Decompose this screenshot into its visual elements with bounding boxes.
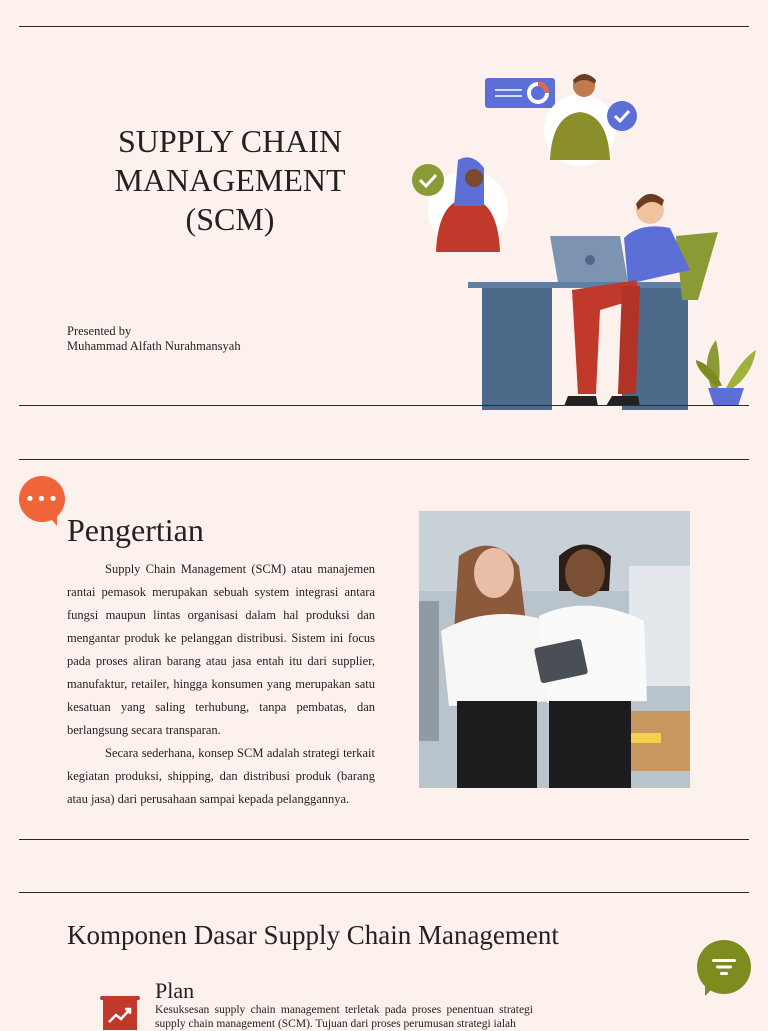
title-line-2: MANAGEMENT <box>114 162 346 198</box>
photo-two-women-tablet <box>419 511 690 788</box>
presenter-block <box>67 324 241 354</box>
title-line-3: (SCM) <box>185 201 275 237</box>
hero-illustration <box>400 60 760 410</box>
chat-bubble-icon: ••• <box>24 488 60 510</box>
presenter-name: Muhammad Alfath Nurahmansyah <box>67 339 241 353</box>
slide1-bottom-rule <box>19 405 749 406</box>
plan-text: Kesuksesan supply chain management terletak pada proses penentuan strategi supply chain management (SCM). Tujuan dari proses perumusan strategi ialah <box>155 1004 533 1030</box>
section-title-komponen: Komponen Dasar Supply Chain Management <box>67 920 559 950</box>
title-line-1: SUPPLY CHAIN <box>117 123 343 159</box>
pengertian-text <box>67 558 375 811</box>
filter-button[interactable] <box>697 940 751 994</box>
plan-heading: Plan <box>155 978 195 1003</box>
section-title-pengertian: Pengertian <box>67 512 204 548</box>
paragraph-2: Secara sederhana, konsep SCM adalah strategi terkait kegiatan produksi, shipping, dan distribusi produk (barang atau jasa) dari perusahaan sampai kepada pelanggannya. <box>67 746 375 806</box>
slide3-top-rule <box>19 892 749 893</box>
slide2-bottom-rule <box>19 839 749 840</box>
presentation-chart-icon <box>98 994 142 1030</box>
slide-title <box>90 122 370 239</box>
presented-by-label: Presented by <box>67 324 132 338</box>
paragraph-1: Supply Chain Management (SCM) atau manajemen rantai pemasok merupakan sebuah system integrasi antara fungsi maupun lintas organisasi dalam hal produksi dan mengantar produk ke pelanggan distribusi. Sistem ini focus pada proses aliran barang atau jasa entah itu dari supplier, manufaktur, retailer, hingga konsumen yang merupakan satu kesatuan yang saling terhubung, tanpa pembatas, dan berlangsung secara transparan. <box>67 562 375 737</box>
chat-button[interactable] <box>19 476 65 522</box>
slide2-top-rule <box>19 459 749 460</box>
filter-icon <box>711 957 737 977</box>
slide1-top-rule <box>19 26 749 27</box>
